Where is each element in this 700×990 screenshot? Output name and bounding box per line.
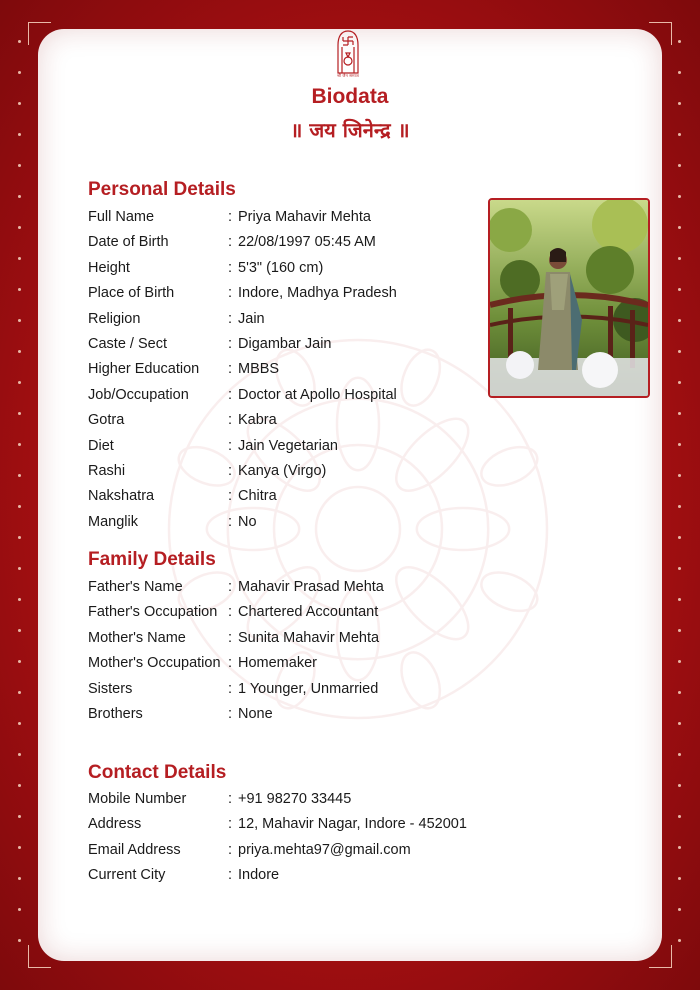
border-dot xyxy=(678,195,681,198)
family-detail-value: Homemaker xyxy=(238,655,317,672)
colon-separator: : xyxy=(228,680,233,697)
colon-separator: : xyxy=(228,867,233,884)
border-dot xyxy=(678,164,681,167)
colon-separator: : xyxy=(228,488,233,505)
contact-detail-label: Email Address xyxy=(88,841,181,858)
family-detail-row xyxy=(88,577,508,598)
family-details-list xyxy=(88,577,508,729)
border-dot xyxy=(678,381,681,384)
colon-separator: : xyxy=(228,209,233,225)
border-dot xyxy=(18,629,21,632)
family-detail-label: Mother's Name xyxy=(88,629,186,646)
family-detail-row xyxy=(88,704,508,725)
border-dot xyxy=(678,846,681,849)
personal-detail-value: Digambar Jain xyxy=(238,335,332,352)
family-detail-label: Brothers xyxy=(88,705,143,722)
family-detail-row xyxy=(88,602,508,623)
colon-separator: : xyxy=(228,705,233,722)
personal-detail-row xyxy=(88,512,508,533)
colon-separator: : xyxy=(228,335,233,352)
border-dot xyxy=(678,598,681,601)
border-dot xyxy=(18,722,21,725)
colon-separator: : xyxy=(228,234,233,251)
personal-detail-label: Higher Education xyxy=(88,361,200,378)
family-detail-value: Chartered Accountant xyxy=(238,604,379,621)
contact-detail-label: Mobile Number xyxy=(88,791,187,807)
personal-detail-row xyxy=(88,410,508,431)
border-dot xyxy=(18,71,21,74)
family-detail-row xyxy=(88,679,508,700)
colon-separator: : xyxy=(228,841,233,858)
family-detail-value: None xyxy=(238,705,273,722)
border-dots-left xyxy=(18,40,24,950)
contact-detail-row xyxy=(88,789,508,810)
colon-separator: : xyxy=(228,604,233,621)
personal-detail-value: Jain Vegetarian xyxy=(238,437,338,454)
personal-detail-value: Jain xyxy=(238,310,265,327)
personal-detail-label: Gotra xyxy=(88,412,125,429)
border-dot xyxy=(678,536,681,539)
colon-separator: : xyxy=(228,462,233,479)
border-dot xyxy=(18,660,21,663)
border-dot xyxy=(18,350,21,353)
contact-detail-row xyxy=(88,814,508,835)
border-dot xyxy=(18,443,21,446)
border-dot xyxy=(18,133,21,136)
contact-detail-value: +91 98270 33445 xyxy=(238,791,352,807)
colon-separator: : xyxy=(228,259,233,276)
page-subtitle: ॥ जय जिनेन्द्र ॥ xyxy=(290,118,410,142)
colon-separator: : xyxy=(228,412,233,429)
contact-detail-row xyxy=(88,865,508,886)
border-dot xyxy=(18,784,21,787)
border-dots-right xyxy=(678,40,684,950)
border-dot xyxy=(678,660,681,663)
border-dot xyxy=(678,505,681,508)
personal-detail-value: Kanya (Virgo) xyxy=(238,462,327,479)
border-dot xyxy=(18,908,21,911)
contact-detail-value: 12, Mahavir Nagar, Indore - 452001 xyxy=(238,816,467,833)
personal-detail-value: 5'3" (160 cm) xyxy=(238,259,324,276)
profile-photo-image xyxy=(490,200,648,396)
personal-detail-label: Job/Occupation xyxy=(88,386,189,403)
border-dot xyxy=(18,567,21,570)
border-dot xyxy=(18,815,21,818)
border-dot xyxy=(678,939,681,942)
border-dot xyxy=(18,536,21,539)
colon-separator: : xyxy=(228,361,233,378)
personal-detail-label: Height xyxy=(88,259,130,276)
emblem-caption: श्री जैन समाज xyxy=(337,73,359,78)
personal-detail-row xyxy=(88,232,508,253)
contact-detail-value: Indore xyxy=(238,867,280,884)
contact-detail-value: priya.mehta97@gmail.com xyxy=(238,841,411,858)
colon-separator: : xyxy=(228,513,233,530)
border-dot xyxy=(678,753,681,756)
personal-detail-label: Manglik xyxy=(88,513,138,530)
border-dot xyxy=(18,846,21,849)
border-dot xyxy=(678,567,681,570)
personal-detail-label: Caste / Sect xyxy=(88,335,167,352)
family-detail-row xyxy=(88,628,508,649)
border-dot xyxy=(18,319,21,322)
personal-detail-label: Place of Birth xyxy=(88,285,175,302)
colon-separator: : xyxy=(228,655,233,672)
colon-separator: : xyxy=(228,285,233,302)
contact-detail-label: Current City xyxy=(88,867,166,884)
border-dot xyxy=(678,412,681,415)
border-dot xyxy=(678,474,681,477)
border-dot xyxy=(678,40,681,43)
colon-separator: : xyxy=(228,310,233,327)
colon-separator: : xyxy=(228,629,233,646)
family-detail-label: Father's Name xyxy=(88,579,183,595)
border-dot xyxy=(678,133,681,136)
border-dot xyxy=(678,877,681,880)
personal-detail-value: MBBS xyxy=(238,361,280,378)
border-dot xyxy=(678,71,681,74)
personal-detail-value: 22/08/1997 05:45 AM xyxy=(238,234,376,251)
colon-separator: : xyxy=(228,437,233,454)
personal-detail-value: Priya Mahavir Mehta xyxy=(238,209,371,225)
family-detail-label: Sisters xyxy=(88,680,133,697)
family-details-heading: Family Details xyxy=(88,549,216,570)
page-title: Biodata xyxy=(311,85,389,108)
border-dot xyxy=(18,598,21,601)
personal-detail-label: Rashi xyxy=(88,462,126,479)
family-detail-value: 1 Younger, Unmarried xyxy=(238,680,379,697)
personal-detail-row xyxy=(88,461,508,482)
personal-detail-row xyxy=(88,385,508,406)
border-dot xyxy=(18,753,21,756)
border-dot xyxy=(678,350,681,353)
personal-detail-row xyxy=(88,436,508,457)
colon-separator: : xyxy=(228,791,233,807)
colon-separator: : xyxy=(228,816,233,833)
border-dot xyxy=(678,722,681,725)
family-detail-value: Sunita Mahavir Mehta xyxy=(238,629,380,646)
personal-detail-label: Date of Birth xyxy=(88,234,169,251)
border-dot xyxy=(678,319,681,322)
border-dot xyxy=(18,195,21,198)
personal-detail-value: Doctor at Apollo Hospital xyxy=(238,386,397,403)
personal-detail-label: Diet xyxy=(88,437,114,454)
biodata-sheet xyxy=(38,29,662,961)
border-dot xyxy=(18,412,21,415)
personal-detail-label: Nakshatra xyxy=(88,488,155,505)
personal-detail-value: No xyxy=(238,513,257,530)
border-dot xyxy=(18,288,21,291)
personal-detail-value: Chitra xyxy=(238,488,277,505)
border-dot xyxy=(678,691,681,694)
personal-detail-row xyxy=(88,258,508,279)
border-dot xyxy=(678,629,681,632)
personal-details-list xyxy=(88,207,508,537)
border-dot xyxy=(678,102,681,105)
personal-detail-value: Indore, Madhya Pradesh xyxy=(238,285,397,302)
border-dot xyxy=(678,443,681,446)
personal-detail-row xyxy=(88,486,508,507)
personal-detail-label: Religion xyxy=(88,310,141,327)
border-dot xyxy=(18,164,21,167)
border-dot xyxy=(18,102,21,105)
border-dot xyxy=(18,257,21,260)
border-dot xyxy=(678,226,681,229)
contact-detail-row xyxy=(88,840,508,861)
colon-separator: : xyxy=(228,386,233,403)
contact-detail-label: Address xyxy=(88,816,142,833)
personal-detail-row xyxy=(88,207,508,228)
personal-detail-row xyxy=(88,359,508,380)
border-dot xyxy=(18,474,21,477)
profile-photo xyxy=(488,198,650,398)
border-dot xyxy=(678,288,681,291)
border-dot xyxy=(18,691,21,694)
family-detail-value: Mahavir Prasad Mehta xyxy=(238,579,384,595)
border-dot xyxy=(18,939,21,942)
personal-detail-label: Full Name xyxy=(88,209,155,225)
border-dot xyxy=(18,381,21,384)
border-dot xyxy=(678,815,681,818)
border-dot xyxy=(678,257,681,260)
family-detail-label: Father's Occupation xyxy=(88,604,218,621)
personal-detail-row xyxy=(88,309,508,330)
personal-details-heading: Personal Details xyxy=(88,179,236,200)
border-dot xyxy=(678,908,681,911)
contact-details-heading: Contact Details xyxy=(88,762,227,783)
colon-separator: : xyxy=(228,579,233,595)
border-dot xyxy=(678,784,681,787)
personal-detail-value: Kabra xyxy=(238,412,277,429)
personal-detail-row xyxy=(88,334,508,355)
border-dot xyxy=(18,505,21,508)
border-dot xyxy=(18,877,21,880)
border-dot xyxy=(18,40,21,43)
personal-detail-row xyxy=(88,283,508,304)
family-detail-label: Mother's Occupation xyxy=(88,655,221,672)
border-dot xyxy=(18,226,21,229)
contact-details-list xyxy=(88,789,508,891)
family-detail-row xyxy=(88,653,508,674)
